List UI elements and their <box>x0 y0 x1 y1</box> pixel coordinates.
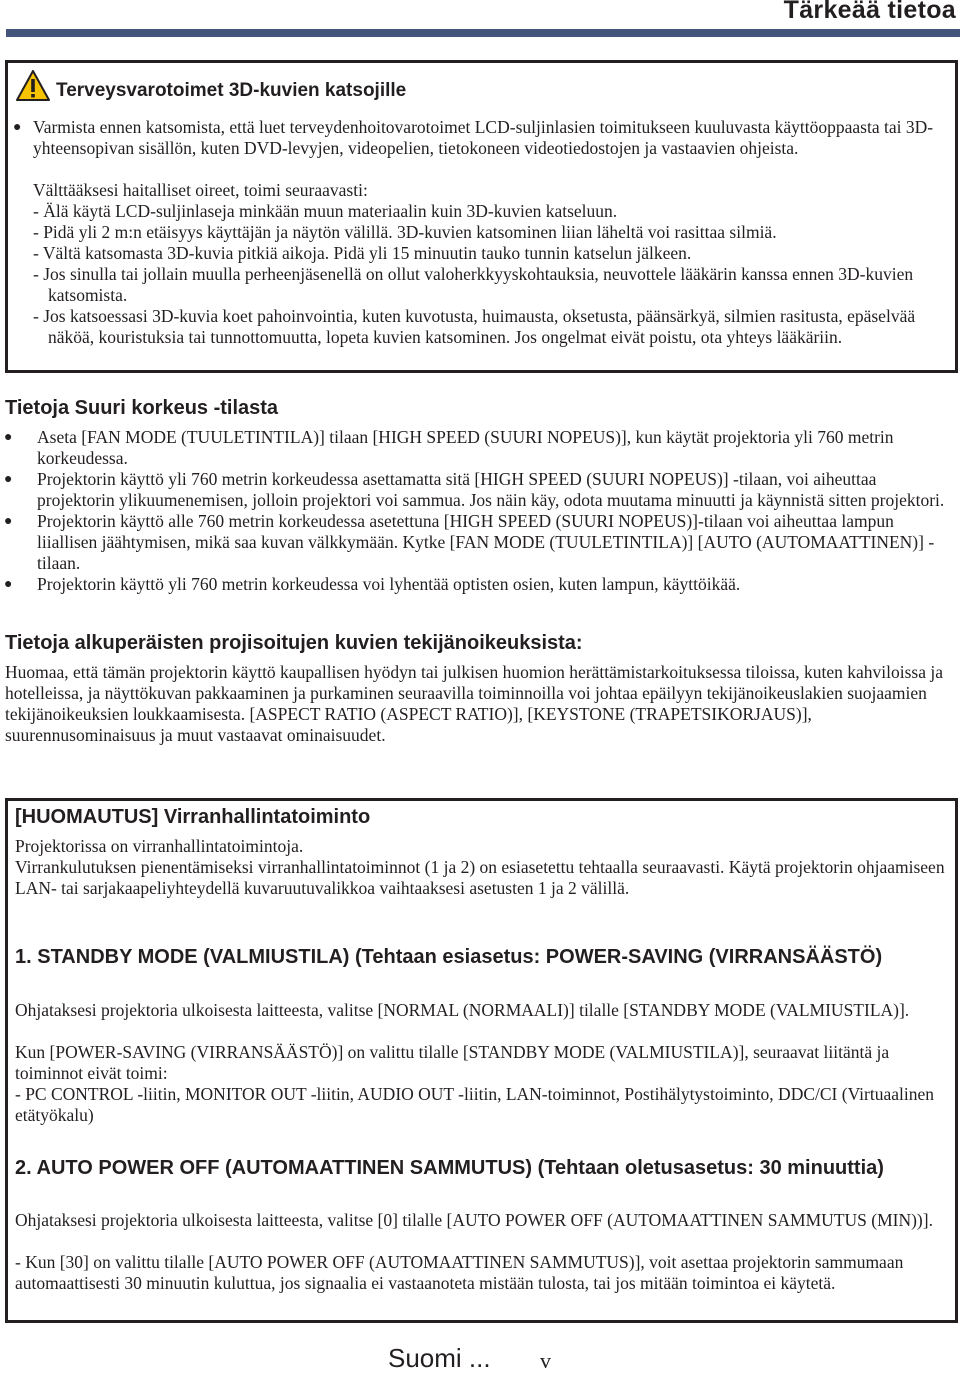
bullet-icon: ● <box>13 120 22 135</box>
list-item <box>4 511 952 574</box>
list-item <box>4 574 952 595</box>
note-paragraph: Projektorissa on virranhallintatoimintoja. <box>15 836 304 856</box>
altitude-list <box>4 427 952 595</box>
health-bullet-text: Varmista ennen katsomista, että luet terveydenhoitovarotoimet LCD-suljinlasien toimitukseen kuuluvasta käyttöoppaasta tai 3D-yhteensopivan sisällön, kuten DVD-levyjen, videopelien, tietokoneen videotiedostojen ja vastaavien ohjeista. <box>33 117 934 158</box>
health-list <box>33 201 948 348</box>
list-item: - Pidä yli 2 m:n etäisyys käyttäjän ja näytön välillä. 3D-kuvien katsominen liian läheltä voi rasittaa silmiä. <box>33 222 777 242</box>
list-item: - Jos katsoessasi 3D-kuvia koet pahoinvointia, kuten kuvotusta, huimausta, oksetusta, päänsärkyä, silmien rasitusta, epäselvää näköä, kouristuksia tai tunnottomuutta, lopeta kuvien katsominen. Jos ongelmat eivät poistu, ota yhteys lääkäriin. <box>33 306 916 347</box>
note-paragraph: Ohjataksesi projektoria ulkoisesta laitteesta, valitse [NORMAL (NORMAALI)] tilalle [STANDBY MODE (VALMIUSTILA)]. <box>15 1000 910 1020</box>
note-paragraph: Kun [POWER-SAVING (VIRRANSÄÄSTÖ)] on valittu tilalle [STANDBY MODE (VALMIUSTILA)], seuraavat liitäntä ja toiminnot eivät toimi: <box>15 1042 890 1083</box>
page-title: Tärkeää tietoa <box>783 0 956 24</box>
note-paragraph: - PC CONTROL -liitin, MONITOR OUT -liitin, AUDIO OUT -liitin, LAN-toiminnot, Postihälytystoiminto, DDC/CI (Virtuaalinen etätyökalu) <box>15 1084 934 1125</box>
list-item-text: Aseta [FAN MODE (TUULETINTILA)] tilaan [HIGH SPEED (SUURI NOPEUS)], kun käytät projektoria yli 760 metrin korkeudessa. <box>37 427 894 468</box>
health-title: Terveysvarotoimet 3D-kuvien katsojille <box>56 80 407 101</box>
page-footer-language: Suomi ... <box>388 1343 491 1373</box>
bullet-icon: ● <box>4 577 13 592</box>
note-title: [HUOMAUTUS] Virranhallintatoiminto <box>15 806 371 828</box>
note-paragraph: - Kun [30] on valittu tilalle [AUTO POWER OFF (AUTOMAATTINEN SAMMUTUS)], voit asettaa projektorin sammumaan automaattisesti 30 minuutin kuluttua, jos signaalia ei vastaanoteta mistään tulosta, tai jos mitään toimintoa ei käytetä. <box>15 1252 904 1293</box>
note-paragraph: Virrankulutuksen pienentämiseksi virranhallintatoiminnot (1 ja 2) on esiasetettu tehtaalla seuraavasti. Käytä projektorin ohjaamiseen LAN- tai sarjakaapeliyhteydellä kuvaruutuvalikkoa vaihtaaksesi asetusten 1 ja 2 välillä. <box>15 857 945 898</box>
list-item <box>4 427 952 469</box>
note-paragraph: Ohjataksesi projektoria ulkoisesta laitteesta, valitse [0] tilalle [AUTO POWER OFF (AUTOMAATTINEN SAMMUTUS (MIN))]. <box>15 1210 933 1230</box>
list-item-text: Projektorin käyttö alle 760 metrin korkeudessa asetettuna [HIGH SPEED (SUURI NOPEUS)]-tilaan voi aiheuttaa lampun liiallisen jäähtymisen, mikä saa kuvan välkkymään. Kytke [FAN MODE (TUULETINTILA)] [AUTO (AUTOMAATTINEN)] -tilaan. <box>37 511 935 573</box>
list-item: - Vältä katsomasta 3D-kuvia pitkiä aikoja. Pidä yli 15 minuutin tauko tunnin katselun jälkeen. <box>33 243 692 263</box>
warning-triangle-icon <box>16 70 50 101</box>
list-item-text: Projektorin käyttö yli 760 metrin korkeudessa voi lyhentää optisten osien, kuten lampun, käyttöikää. <box>37 574 741 594</box>
altitude-title: Tietoja Suuri korkeus -tilasta <box>5 397 279 419</box>
list-item <box>4 469 952 511</box>
page-number: v <box>540 1348 551 1373</box>
copyright-title: Tietoja alkuperäisten projisoitujen kuvien tekijänoikeuksista: <box>5 632 583 654</box>
list-item-text: Projektorin käyttö yli 760 metrin korkeudessa asettamatta sitä [HIGH SPEED (SUURI NOPEUS)] -tilaan, voi aiheuttaa projektorin ylikuumenemisen, jolloin projektori voi sammua. Jos näin käy, odota muutama minuutti ja käynnistä sitten projektori. <box>37 469 945 510</box>
auto-power-off-heading: 2. AUTO POWER OFF (AUTOMAATTINEN SAMMUTUS) (Tehtaan oletusasetus: 30 minuuttia) <box>15 1157 884 1179</box>
bullet-icon: ● <box>4 472 13 487</box>
standby-mode-heading: 1. STANDBY MODE (VALMIUSTILA) (Tehtaan esiasetus: POWER-SAVING (VIRRANSÄÄSTÖ) <box>15 946 883 968</box>
list-item: - Jos sinulla tai jollain muulla perheenjäsenellä on ollut valoherkkyyskohtauksia, neuvottele lääkärin kanssa ennen 3D-kuvien katsomista. <box>33 264 914 305</box>
header-rule <box>6 29 960 37</box>
copyright-text: Huomaa, että tämän projektorin käyttö kaupallisen hyödyn tai julkisen huomion herättämistarkoituksessa tiloissa, kuten kahviloissa ja hotelleissa, ja näyttökuvan pakkaaminen ja purkaminen seuraavilla toiminnoilla voi johtaa epäilyyn tekijänoikeuslakien suojaamien tekijänoikeuksien loukkaamisesta. [ASPECT RATIO (ASPECT RATIO)], [KEYSTONE (TRAPETSIKORJAUS)], suurennusominaisuus ja muut vastaavat ominaisuudet. <box>5 662 944 745</box>
health-intro: Välttääksesi haitalliset oireet, toimi seuraavasti: <box>33 180 368 200</box>
bullet-icon: ● <box>4 514 13 529</box>
bullet-icon: ● <box>4 430 13 445</box>
list-item: - Älä käytä LCD-suljinlaseja minkään muun materiaalin kuin 3D-kuvien katseluun. <box>33 201 618 221</box>
health-bullet <box>13 117 945 159</box>
